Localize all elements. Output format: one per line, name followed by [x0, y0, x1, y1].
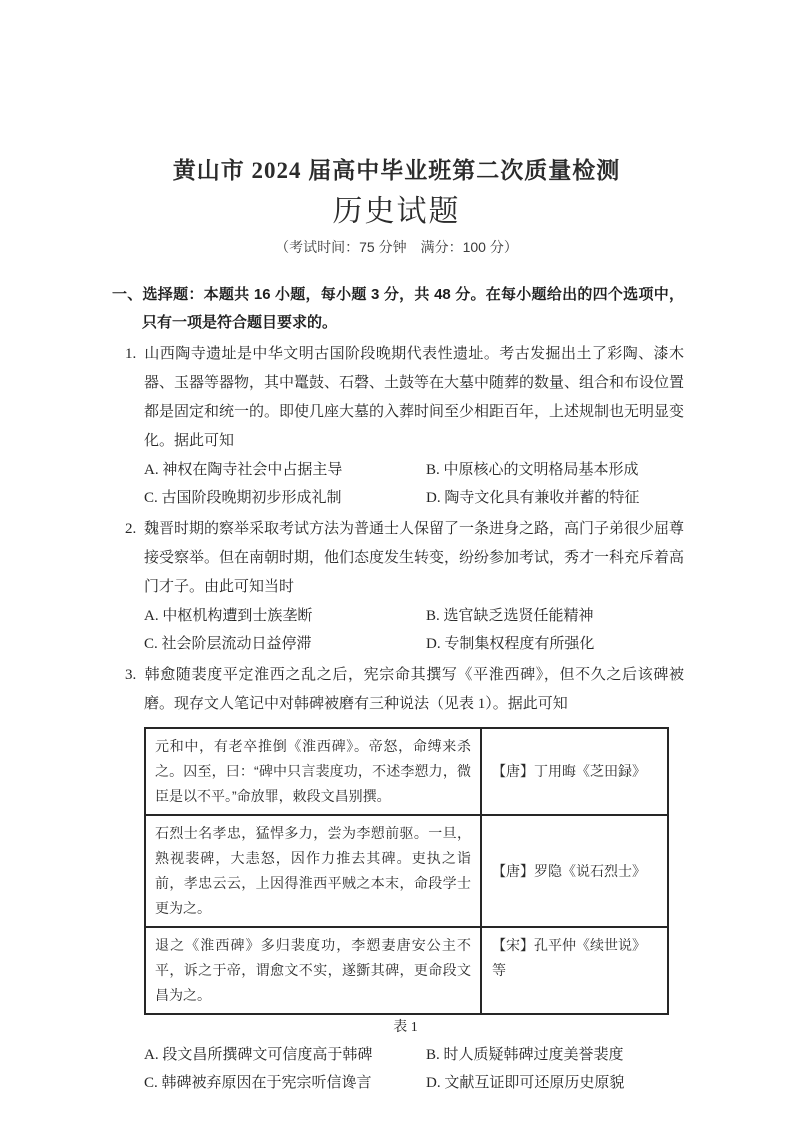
exam-header — [0, 156, 793, 256]
question-1-option-c: C. 古国阶段晚期初步形成礼制 — [144, 490, 342, 506]
question-3-option-c: C. 韩碑被弃原因在于宪宗听信谗言 — [144, 1075, 372, 1091]
table-row-3 — [145, 927, 668, 1014]
question-1-option-b: B. 中原核心的文明格局基本形成 — [426, 462, 639, 478]
question-2 — [112, 515, 684, 658]
table-1 — [144, 727, 669, 1015]
exam-title: 黄山市 2024 届高中毕业班第二次质量检测 — [172, 158, 621, 183]
exam-body — [112, 281, 684, 1097]
question-2-options — [144, 602, 684, 658]
table-row-1-source: 【唐】丁用晦《芝田録》 — [481, 728, 668, 815]
question-1-stem-line — [112, 340, 684, 456]
question-3-option-b: B. 时人质疑韩碑过度美誉裴度 — [426, 1047, 624, 1063]
question-3-options — [144, 1041, 684, 1097]
question-1-stem: 山西陶寺遗址是中华文明古国阶段晚期代表性遗址。考古发掘出土了彩陶、漆木器、玉器等器物，其中鼍鼓、石磬、土鼓等在大墓中随葬的数量、组合和布设位置都是固定和统一的。即使几座大墓的入葬时间至少相距百年，上述规制也无明显变化。据此可知 — [144, 346, 685, 449]
exam-subject-title: 历史试题 — [332, 195, 461, 228]
question-3-option-d: D. 文献互证即可还原历史原貌 — [426, 1075, 625, 1091]
question-3-stem: 韩愈随裴度平定淮西之乱之后，宪宗命其撰写《平淮西碑》，但不久之后该碑被磨。现存文人笔记中对韩碑被磨有三种说法（见表 1）。据此可知 — [144, 667, 684, 712]
question-1-options — [144, 456, 684, 512]
section-heading: 一、选择题：本题共 16 小题，每小题 3 分，共 48 分。在每小题给出的四个选项中，只有一项是符合题目要求的。 — [112, 286, 684, 331]
table-1-caption: 表 1 — [393, 1020, 418, 1035]
question-2-stem-line — [112, 515, 684, 602]
question-2-stem: 魏晋时期的察举采取考试方法为普通士人保留了一条进身之路，高门子弟很少屈尊接受察举。但在南朝时期，他们态度发生转变，纷纷参加考试，秀才一科充斥着高门才子。由此可知当时 — [144, 521, 685, 595]
question-3-number: 3. — [125, 667, 137, 683]
question-3-option-a: A. 段文昌所撰碑文可信度高于韩碑 — [144, 1047, 373, 1063]
question-2-number: 2. — [125, 521, 137, 537]
question-1 — [112, 340, 684, 512]
table-row-2-account: 石烈士名孝忠，猛悍多力，尝为李愬前驱。一旦，熟视裴碑，大恚怒，因作力推去其碑。吏执之诣前，孝忠云云，上因得淮西平贼之本末，命段学士更为之。 — [145, 815, 481, 927]
question-2-option-d: D. 专制集权程度有所强化 — [426, 636, 595, 652]
question-3 — [112, 661, 684, 1097]
question-2-option-a: A. 中枢机构遭到士族垄断 — [144, 608, 313, 624]
question-2-option-b: B. 选官缺乏选贤任能精神 — [426, 608, 594, 624]
question-1-option-d: D. 陶寺文化具有兼收并蓄的特征 — [426, 490, 640, 506]
question-2-option-c: C. 社会阶层流动日益停滞 — [144, 636, 312, 652]
table-row-2 — [145, 815, 668, 927]
question-1-option-a: A. 神权在陶寺社会中占据主导 — [144, 462, 343, 478]
table-row-2-source: 【唐】罗隐《说石烈士》 — [481, 815, 668, 927]
table-row-1 — [145, 728, 668, 815]
table-row-3-account: 退之《淮西碑》多归裴度功，李愬妻唐安公主不平，诉之于帝，谓愈文不实，遂斵其碑，更命段文昌为之。 — [145, 927, 481, 1014]
exam-info-line: （考试时间：75 分钟 满分：100 分） — [275, 239, 518, 255]
table-row-1-account: 元和中，有老卒推倒《淮西碑》。帝怒，命缚来杀之。囚至，曰：“碑中只言裴度功，不述李愬力，微臣是以不平。”命放罪，敕段文昌别撰。 — [145, 728, 481, 815]
table-row-3-source: 【宋】孔平仲《续世说》等 — [481, 927, 668, 1014]
question-3-stem-line — [112, 661, 684, 719]
question-1-number: 1. — [125, 346, 137, 362]
